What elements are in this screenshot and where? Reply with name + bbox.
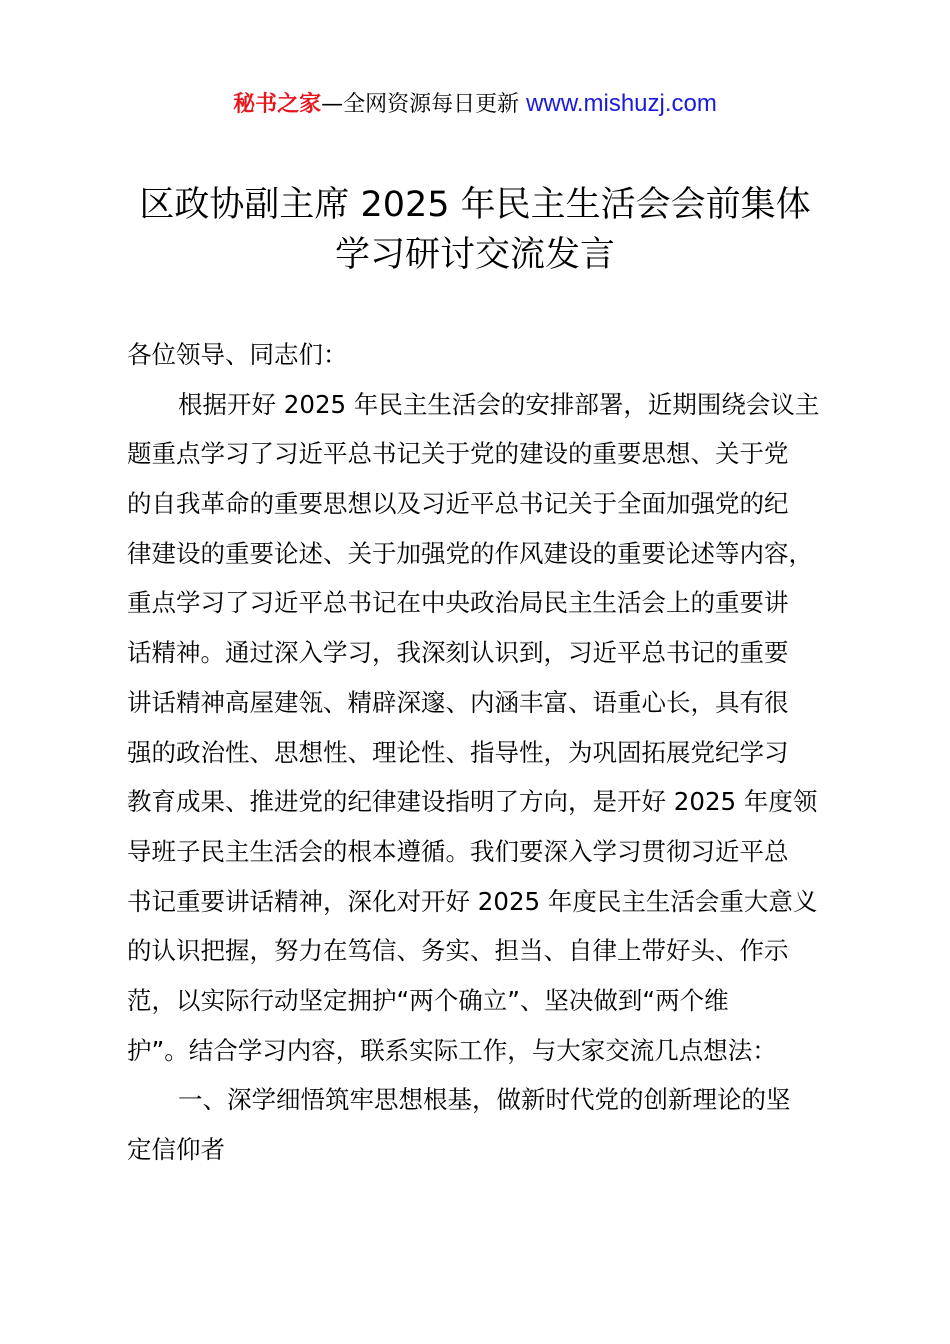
- document-title: [0, 180, 950, 280]
- paragraph-line: 教育成果、推进党的纪律建设指明了方向，是开好 2025 年度领: [127, 787, 818, 817]
- paragraph-line: 范，以实际行动坚定拥护“两个确立”、坚决做到“两个维: [127, 985, 729, 1015]
- title-line-2: 学习研讨交流发言: [334, 235, 615, 275]
- salutation: 各位领导、同志们：: [127, 340, 348, 369]
- paragraph-line: 的认识把握，努力在笃信、务实、担当、自律上带好头、作示: [127, 936, 789, 966]
- document-body: [127, 330, 887, 1175]
- paragraph-line: 题重点学习了习近平总书记关于党的建设的重要思想、关于党: [127, 439, 789, 469]
- paragraph-line: 护”。结合学习内容，联系实际工作，与大家交流几点想法：: [127, 1035, 777, 1065]
- paragraph-line: 讲话精神高屋建瓴、精辟深邃、内涵丰富、语重心长，具有很: [127, 687, 789, 717]
- paragraph-line: 话精神。通过深入学习，我深刻认识到，习近平总书记的重要: [127, 638, 789, 668]
- paragraph-line: 导班子民主生活会的根本遵循。我们要深入学习贯彻习近平总: [127, 836, 789, 866]
- brand-name: 秘书之家: [233, 92, 322, 117]
- paragraph-line: 律建设的重要论述、关于加强党的作风建设的重要论述等内容，: [127, 538, 813, 568]
- title-line-1: 区政协副主席 2025 年民主生活会会前集体: [139, 185, 811, 225]
- site-url-link[interactable]: www.mishuzj.com: [526, 90, 717, 117]
- section-heading-line: 一、深学细悟筑牢思想根基，做新时代党的创新理论的坚: [178, 1085, 791, 1115]
- section-heading-line: 定信仰者: [127, 1135, 225, 1164]
- paragraph-line: 强的政治性、思想性、理论性、指导性，为巩固拓展党纪学习: [127, 737, 789, 767]
- banner-slogan: —全网资源每日更新: [321, 92, 527, 117]
- site-banner: [0, 88, 950, 121]
- paragraph-line: 书记重要讲话精神，深化对开好 2025 年度民主生活会重大意义: [127, 886, 818, 916]
- paragraph-line: 根据开好 2025 年民主生活会的安排部署，近期围绕会议主: [178, 389, 820, 419]
- paragraph-line: 的自我革命的重要思想以及习近平总书记关于全面加强党的纪: [127, 489, 789, 519]
- paragraph-line: 重点学习了习近平总书记在中央政治局民主生活会上的重要讲: [127, 588, 789, 618]
